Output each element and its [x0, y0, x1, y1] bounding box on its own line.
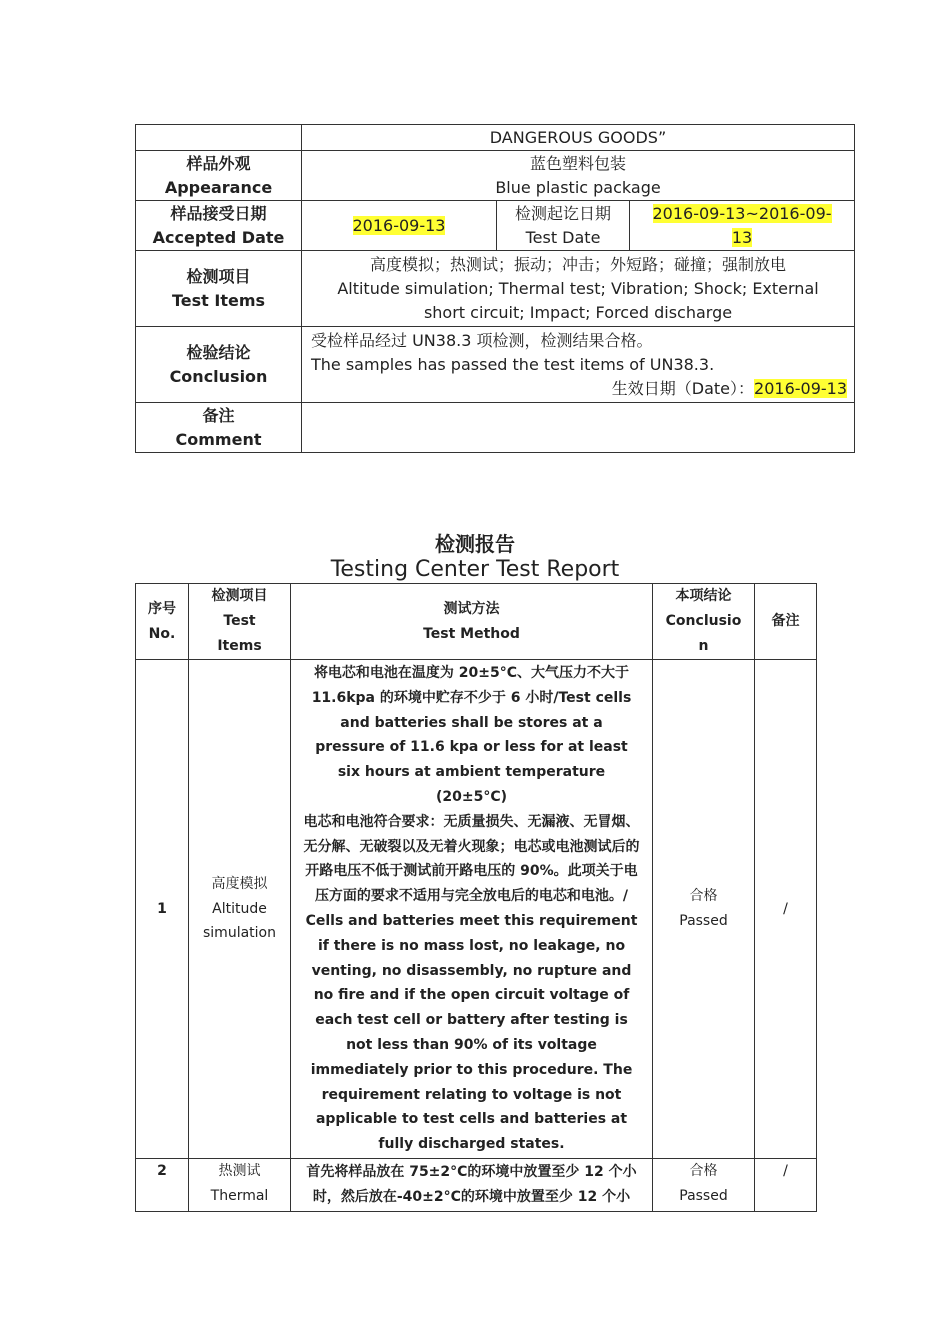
appearance-value-en: Blue plastic package — [495, 177, 661, 197]
info-row-dangerous-goods — [136, 125, 855, 151]
method-line: if there is no mass lost, no leakage, no — [317, 937, 626, 954]
empty-cell — [136, 125, 302, 151]
appearance-label-zh: 样品外观 — [186, 153, 251, 173]
header-no-zh: 序号 — [148, 600, 176, 617]
dangerous-goods-text: DANGEROUS GOODS” — [302, 125, 855, 151]
appearance-value — [302, 151, 855, 201]
report-header-row — [136, 584, 817, 660]
header-item-zh: 检测项目 — [211, 588, 268, 605]
test-date-cell — [630, 201, 855, 251]
header-test-method — [291, 584, 653, 660]
appearance-label — [136, 151, 302, 201]
conclusion-text-en: The samples has passed the test items of UN38.3. — [311, 354, 715, 374]
row-result — [653, 1159, 755, 1212]
report-title-zh: 检测报告 — [435, 532, 515, 556]
comment-label-en: Comment — [175, 429, 262, 449]
table-row — [136, 660, 817, 1159]
test-items-value-zh: 高度模拟；热测试；振动；冲击；外短路；碰撞；强制放电 — [370, 254, 787, 274]
test-items-value — [302, 251, 855, 327]
row-result-en: Passed — [679, 1187, 728, 1204]
accepted-date-cell — [302, 201, 497, 251]
header-method-zh: 测试方法 — [443, 600, 500, 617]
conclusion-label-en: Conclusion — [169, 366, 268, 386]
method-line: 电芯和电池符合要求：无质量损失、无漏液、无冒烟、 — [303, 813, 640, 830]
method-line: venting, no disassembly, no rupture and — [311, 962, 632, 979]
method-line: each test cell or battery after testing is — [315, 1012, 628, 1029]
test-items-value-en-1: Altitude simulation; Thermal test; Vibration; Shock; External — [337, 278, 819, 298]
method-line: 无分解、无破裂以及无着火现象；电芯或电池测试后的 — [303, 838, 640, 855]
report-title-en: Testing Center Test Report — [330, 557, 620, 582]
row-item-zh: 热测试 — [218, 1163, 261, 1179]
appearance-label-en: Appearance — [164, 177, 273, 197]
row-result-zh: 合格 — [689, 1163, 718, 1179]
conclusion-label — [136, 327, 302, 403]
method-line: fully discharged states. — [378, 1136, 565, 1153]
header-test-items — [189, 584, 291, 660]
row-result — [653, 660, 755, 1159]
row-remark: / — [755, 660, 817, 1159]
method-line: 时，然后放在-40±2°C的环境中放置至少 12 个小 — [312, 1188, 631, 1205]
accepted-date-value: 2016-09-13 — [352, 215, 446, 235]
method-line: not less than 90% of its voltage — [346, 1036, 597, 1053]
row-item-zh: 高度模拟 — [211, 875, 268, 892]
header-no-en: No. — [148, 625, 176, 642]
row-test-item — [189, 660, 291, 1159]
test-date-value-line2: 13 — [731, 227, 753, 247]
test-date-label-en: Test Date — [525, 227, 601, 247]
accepted-date-label-en: Accepted Date — [152, 227, 285, 247]
conclusion-value — [302, 327, 855, 403]
info-row-conclusion — [136, 327, 855, 403]
header-concl-en1: Conclusio — [665, 613, 742, 630]
row-test-item — [189, 1159, 291, 1212]
test-date-label — [497, 201, 630, 251]
method-line: immediately prior to this procedure. The — [310, 1061, 633, 1078]
conclusion-label-zh: 检验结论 — [186, 342, 251, 362]
method-line: 开路电压不低于测试前开路电压的 90%。此项关于电 — [305, 863, 638, 880]
row-test-method — [291, 660, 653, 1159]
effective-date-value: 2016-09-13 — [754, 378, 848, 398]
row-no: 2 — [136, 1159, 189, 1212]
method-line: 11.6kpa 的环境中贮存不少于 6 小时/Test cells — [311, 689, 632, 706]
test-date-label-zh: 检测起讫日期 — [514, 203, 611, 223]
row-remark: / — [755, 1159, 817, 1212]
sample-info-table — [135, 124, 855, 453]
effective-date-label: 生效日期（Date）： — [611, 378, 755, 398]
method-line: no fire and if the open circuit voltage of — [313, 987, 630, 1004]
method-line: six hours at ambient temperature — [337, 764, 606, 781]
comment-label — [136, 403, 302, 453]
header-method-en: Test Method — [423, 625, 520, 642]
row-item-en1: Altitude — [212, 900, 267, 917]
info-row-comment — [136, 403, 855, 453]
test-items-value-en-2: short circuit; Impact; Forced discharge — [423, 302, 733, 322]
accepted-date-label-zh: 样品接受日期 — [170, 203, 267, 223]
header-conclusion — [653, 584, 755, 660]
row-result-en: Passed — [679, 913, 728, 929]
method-line: Cells and batteries meet this requirement — [305, 913, 638, 929]
test-items-label-en: Test Items — [171, 290, 266, 310]
header-remark: 备注 — [755, 584, 817, 660]
method-line: requirement relating to voltage is not — [321, 1086, 622, 1103]
info-row-appearance — [136, 151, 855, 201]
method-line: 将电芯和电池在温度为 20±5°C、大气压力不大于 — [313, 665, 630, 682]
row-test-method — [291, 1159, 653, 1212]
appearance-value-zh: 蓝色塑料包装 — [530, 153, 627, 173]
method-line: (20±5°C) — [435, 789, 508, 806]
header-item-en2: Items — [217, 637, 262, 654]
header-concl-zh: 本项结论 — [675, 588, 732, 605]
test-items-label — [136, 251, 302, 327]
table-row — [136, 1159, 817, 1212]
info-row-dates — [136, 201, 855, 251]
test-report-table — [135, 583, 817, 1212]
test-date-value-line1: 2016-09-13~2016-09- — [652, 203, 832, 223]
method-line: and batteries shall be stores at a — [340, 714, 603, 731]
info-row-test-items — [136, 251, 855, 327]
method-line: 压方面的要求不适用与完全放电后的电芯和电池。/ — [314, 888, 629, 905]
effective-date — [302, 377, 854, 401]
test-items-label-zh: 检测项目 — [186, 266, 251, 286]
row-item-en1: Thermal — [210, 1187, 269, 1204]
comment-label-zh: 备注 — [202, 405, 235, 425]
header-item-en1: Test — [223, 613, 256, 630]
method-line: applicable to test cells and batteries at — [315, 1111, 628, 1128]
row-no: 1 — [136, 660, 189, 1159]
row-item-en2: simulation — [203, 925, 276, 942]
accepted-date-label — [136, 201, 302, 251]
comment-value — [302, 403, 855, 453]
method-line: pressure of 11.6 kpa or less for at least — [315, 739, 628, 756]
row-result-zh: 合格 — [689, 888, 718, 905]
header-concl-en2: n — [698, 637, 709, 654]
conclusion-text-zh: 受检样品经过 UN38.3 项检测，检测结果合格。 — [311, 330, 653, 350]
header-no — [136, 584, 189, 660]
method-line: 首先将样品放在 75±2°C的环境中放置至少 12 个小 — [306, 1164, 637, 1180]
